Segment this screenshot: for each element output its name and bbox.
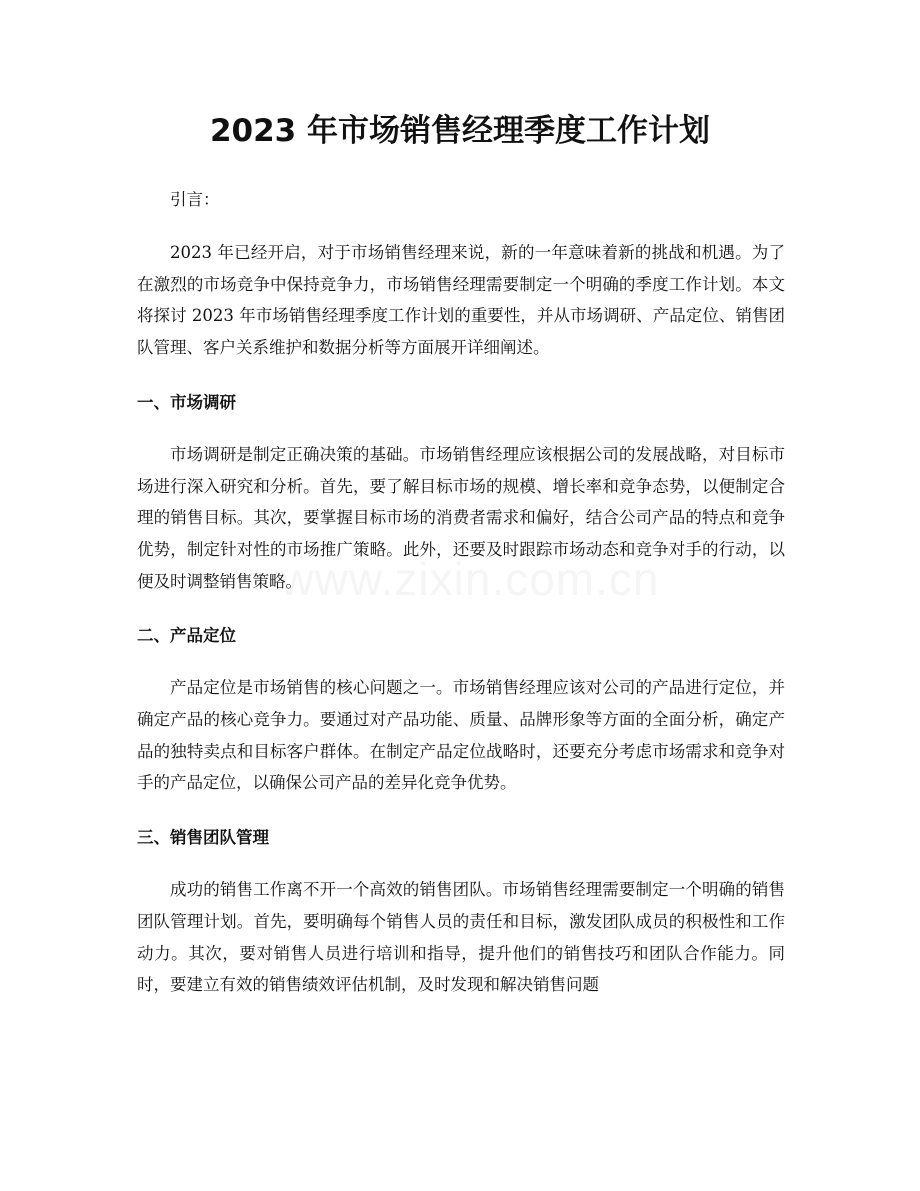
section-body-market-research: 市场调研是制定正确决策的基础。市场销售经理应该根据公司的发展战略，对目标市场进行深入研究和分析。首先，要了解目标市场的规模、增长率和竞争态势，以便制定合理的销售目标。其次，要掌握目标市场的消费者需求和偏好，结合公司产品的特点和竞争优势，制定针对性的市场推广策略。此外，还要及时跟踪市场动态和竞争对手的行动，以便及时调整销售策略。 [137,444,785,591]
intro-paragraph: 2023 年已经开启，对于市场销售经理来说，新的一年意味着新的挑战和机遇。为了在激烈的市场竞争中保持竞争力，市场销售经理需要制定一个明确的季度工作计划。本文将探讨 2023 年市场销售经理季度工作计划的重要性，并从市场调研、产品定位、销售团队管理、客户关系维护和数据分析等方面展开详细阐述。 [137,243,785,358]
section-heading-market-research: 一、市场调研 [137,392,236,412]
section-heading-sales-team: 三、销售团队管理 [137,828,269,848]
section-heading-product-positioning: 二、产品定位 [137,626,236,646]
document-title: 2023 年市场销售经理季度工作计划 [209,113,711,149]
intro-label: 引言： [170,190,220,209]
watermark: www.zixin.com.cn [280,553,660,605]
section-body-product-positioning: 产品定位是市场销售的核心问题之一。市场销售经理应该对公司的产品进行定位，并确定产品的核心竞争力。要通过对产品功能、质量、品牌形象等方面的全面分析，确定产品的独特卖点和目标客户群体。在制定产品定位战略时，还要充分考虑市场需求和竞争对手的产品定位，以确保公司产品的差异化竞争优势。 [137,678,785,793]
document-body [137,183,785,1023]
section-body-sales-team: 成功的销售工作离不开一个高效的销售团队。市场销售经理需要制定一个明确的销售团队管理计划。首先，要明确每个销售人员的责任和目标，激发团队成员的积极性和工作动力。其次，要对销售人员进行培训和指导，提升他们的销售技巧和团队合作能力。同时，要建立有效的销售绩效评估机制，及时发现和解决销售问题 [137,880,785,995]
